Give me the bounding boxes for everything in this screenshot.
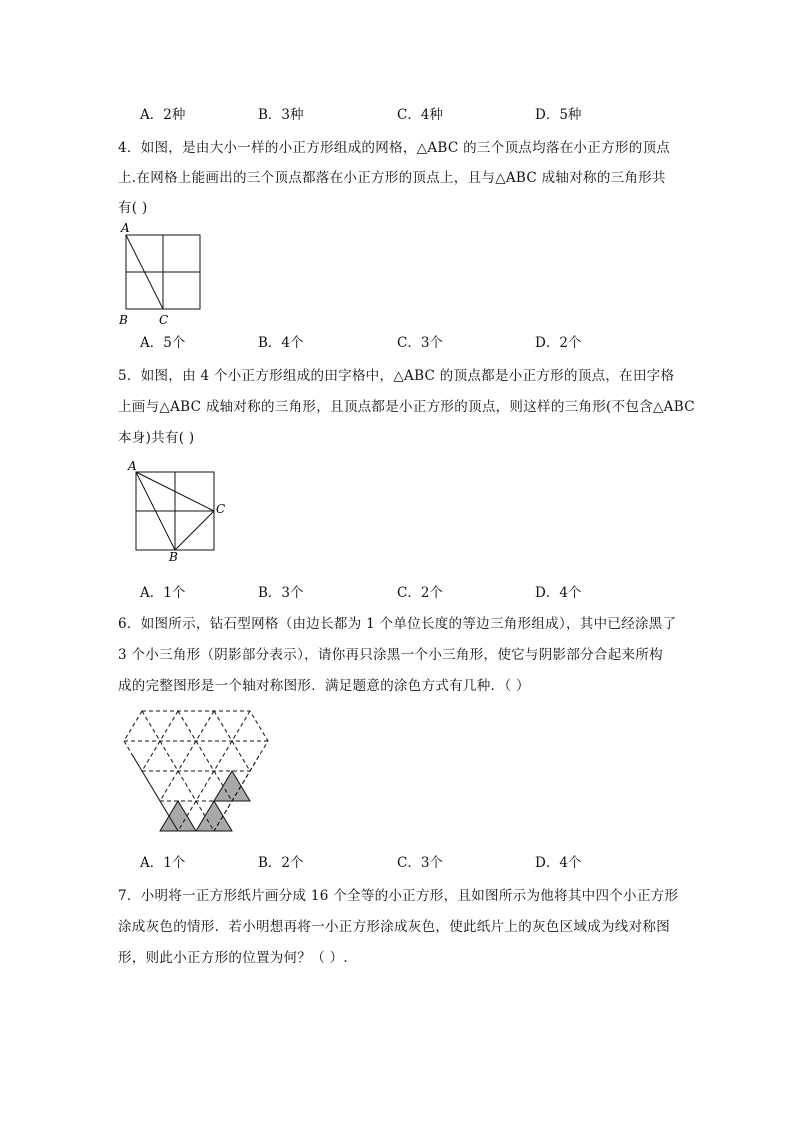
q4-label-a: A (121, 221, 130, 235)
q4-option-d[interactable]: D．2个 (535, 335, 582, 351)
q5-segment-bc (175, 511, 214, 550)
q4-stem-line-2: 上.在网格上能画出的三个顶点都落在小正方形的顶点上，且与△ABC 成轴对称的三角形共 (118, 170, 666, 186)
q5-option-d[interactable]: D．4个 (535, 585, 582, 601)
q6-stem-line-2: 3 个小三角形（阴影部分表示），请你再只涂黑一个小三角形，使它与阴影部分合起来所构 (118, 647, 663, 663)
q6-option-c[interactable]: C．3个 (397, 855, 443, 871)
q6-option-d[interactable]: D．4个 (535, 855, 582, 871)
q4-stem-line-3: 有( ) (118, 200, 148, 216)
q5-label-c: C (216, 502, 226, 516)
q3-option-b[interactable]: B．3种 (258, 107, 304, 123)
q5-stem-line-2: 上画与△ABC 成轴对称的三角形，且顶点都是小正方形的顶点，则这样的三角形(不包含△ABC (118, 399, 695, 415)
q3-option-d[interactable]: D．5种 (535, 107, 582, 123)
q6-diamond-grid-figure (118, 702, 278, 840)
q4-label-b: B (119, 313, 128, 327)
q6-stem-line-3: 成的完整图形是一个轴对称图形．满足题意的涂色方式有几种．（ ） (118, 678, 530, 694)
q4-grid-figure (115, 220, 210, 328)
q6-option-b[interactable]: B．2个 (258, 855, 304, 871)
q7-stem-line-1: 7．小明将一正方形纸片画分成 16 个全等的小正方形，且如图所示为他将其中四个小正方形 (118, 888, 679, 904)
q4-stem-line-1: 4．如图，是由大小一样的小正方形组成的网格，△ABC 的三个顶点均落在小正方形的顶点 (118, 140, 671, 156)
q3-option-c[interactable]: C．4种 (397, 107, 443, 123)
q4-option-c[interactable]: C．3个 (397, 335, 443, 351)
q5-option-a[interactable]: A．1个 (140, 585, 186, 601)
q6-option-a[interactable]: A．1个 (140, 855, 186, 871)
q4-option-b[interactable]: B．4个 (258, 335, 304, 351)
q3-option-a[interactable]: A．2种 (140, 107, 186, 123)
q6-stem-line-1: 6．如图所示，钻石型网格（由边长都为 1 个单位长度的等边三角形组成），其中已经涂黑了 (118, 616, 677, 632)
q7-stem-line-3: 形，则此小正方形的位置为何？（ ）. (118, 950, 348, 966)
q5-stem-line-1: 5．如图，由 4 个小正方形组成的田字格中，△ABC 的顶点都是小正方形的顶点，在田字格 (118, 368, 675, 384)
q5-option-b[interactable]: B．3个 (258, 585, 304, 601)
q6-shaded-triangle-2 (160, 801, 196, 831)
q5-option-c[interactable]: C．2个 (397, 585, 443, 601)
q7-stem-line-2: 涂成灰色的情形．若小明想再将一小正方形涂成灰色，使此纸片上的灰色区域成为线对称图 (118, 919, 670, 935)
q4-option-a[interactable]: A．5个 (140, 335, 186, 351)
q5-stem-line-3: 本身)共有( ) (118, 430, 195, 446)
q6-shaded-triangle-3 (196, 801, 232, 831)
q4-label-c: C (159, 313, 169, 327)
q5-grid-figure (123, 457, 235, 563)
q5-label-a: A (128, 459, 137, 473)
q5-label-b: B (169, 550, 178, 563)
q6-dashed-lattice (124, 711, 268, 831)
q6-shaded-triangle-1 (214, 771, 250, 801)
